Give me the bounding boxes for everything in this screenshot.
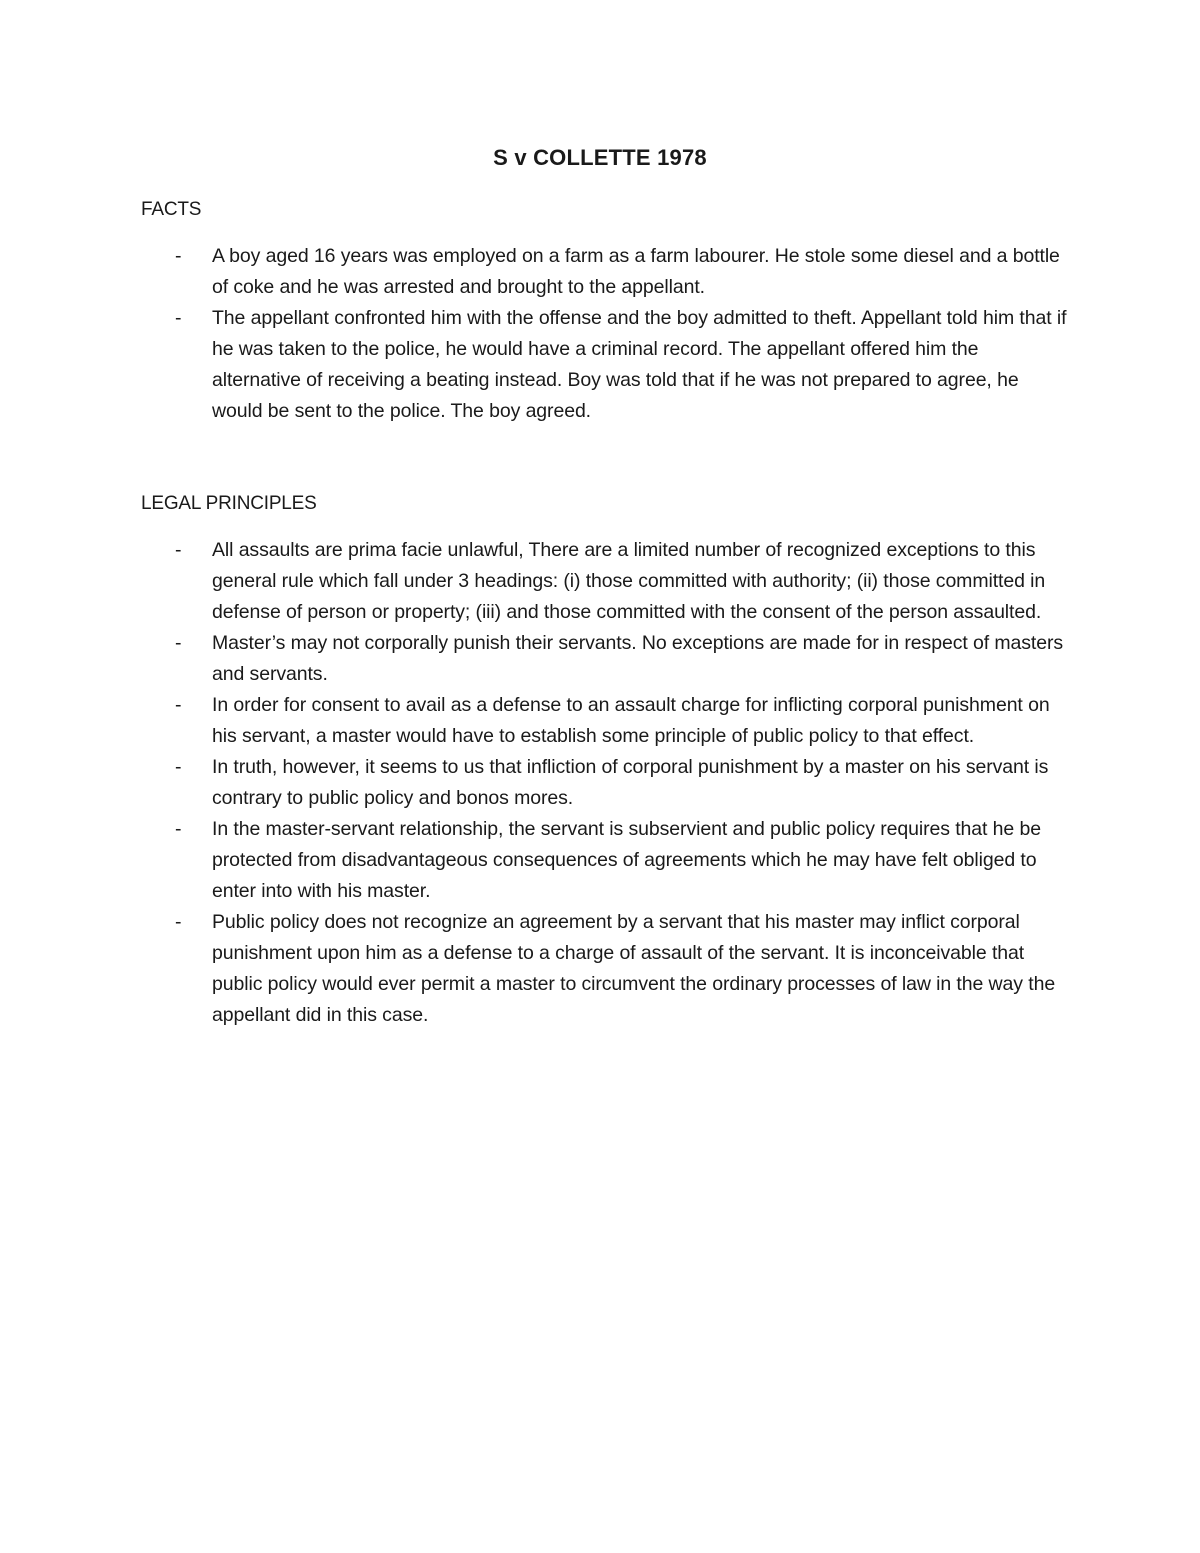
list-item bbox=[141, 690, 1071, 752]
list-item-text: In truth, however, it seems to us that infliction of corporal punishment by a master on his servant is contrary to public policy and bonos mores. bbox=[212, 756, 1049, 809]
list-item bbox=[141, 241, 1071, 303]
facts-list bbox=[141, 241, 1071, 427]
list-item bbox=[141, 907, 1071, 1031]
bullet-dash: - bbox=[175, 911, 182, 933]
list-item-text: The appellant confronted him with the offense and the boy admitted to theft. Appellant told him that if he was taken to the police, he would have a criminal record. The appellant offered him the alternative of receiving a beating instead. Boy was told that if he was not prepared to agree, he would be sent to the police. The boy agreed. bbox=[212, 307, 1067, 422]
bullet-dash: - bbox=[175, 818, 182, 840]
list-item-text: In order for consent to avail as a defense to an assault charge for inflicting corporal punishment on his servant, a master would have to establish some principle of public policy to that effect. bbox=[212, 694, 1050, 747]
bullet-dash: - bbox=[175, 694, 182, 716]
bullet-dash: - bbox=[175, 632, 182, 654]
list-item-text: A boy aged 16 years was employed on a farm as a farm labourer. He stole some diesel and a bottle of coke and he was arrested and brought to the appellant. bbox=[212, 245, 1060, 298]
legal-principles-list bbox=[141, 535, 1071, 1031]
bullet-dash: - bbox=[175, 307, 182, 329]
bullet-dash: - bbox=[175, 245, 182, 267]
document-title: S v COLLETTE 1978 bbox=[493, 145, 707, 170]
list-item bbox=[141, 628, 1071, 690]
list-item-text: Master’s may not corporally punish their servants. No exceptions are made for in respect of masters and servants. bbox=[212, 632, 1064, 685]
bullet-dash: - bbox=[175, 756, 182, 778]
list-item bbox=[141, 814, 1071, 907]
legal-principles-heading: LEGAL PRINCIPLES bbox=[141, 493, 317, 514]
list-item-text: In the master-servant relationship, the servant is subservient and public policy requires that he be protected from disadvantageous consequences of agreements which he may have felt obliged to enter into with his master. bbox=[212, 818, 1041, 902]
list-item bbox=[141, 303, 1071, 427]
list-item bbox=[141, 752, 1071, 814]
bullet-dash: - bbox=[175, 539, 182, 561]
list-item bbox=[141, 535, 1071, 628]
list-item-text: Public policy does not recognize an agreement by a servant that his master may inflict corporal punishment upon him as a defense to a charge of assault of the servant. It is inconceivable that public policy would ever permit a master to circumvent the ordinary processes of law in the way the appellant did in this case. bbox=[212, 911, 1056, 1026]
facts-heading: FACTS bbox=[141, 199, 202, 220]
list-item-text: All assaults are prima facie unlawful, There are a limited number of recognized exceptions to this general rule which fall under 3 headings: (i) those committed with authority; (ii) those committed in defense of person or property; (iii) and those committed with the consent of the person assaulted. bbox=[212, 539, 1046, 623]
